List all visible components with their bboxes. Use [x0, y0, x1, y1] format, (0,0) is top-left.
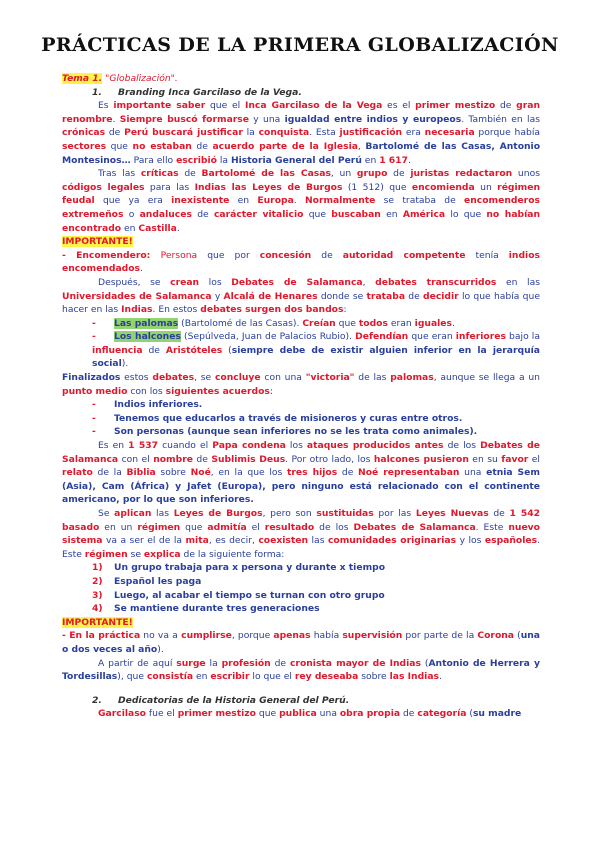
text-span: se: [127, 548, 144, 560]
text-span: ,: [362, 276, 376, 288]
text-span: que el: [205, 100, 245, 112]
text-span: las: [151, 508, 174, 519]
important-label: [62, 235, 540, 249]
text-span: de: [495, 100, 517, 112]
text-span: encomenderos extremeños: [62, 195, 540, 220]
text-span: apenas: [273, 630, 311, 642]
text-span: Indias las Leyes de Burgos: [194, 181, 343, 193]
text-span: Creían: [302, 317, 336, 329]
text-span: (1 512) que: [342, 181, 412, 193]
text-span: los: [285, 440, 307, 452]
text-span: ), que: [117, 671, 147, 683]
text-span: IMPORTANTE!: [62, 616, 133, 628]
text-span: , un: [330, 168, 357, 180]
text-span: Normalmente: [304, 195, 376, 207]
text-span: IMPORTANTE!: [62, 236, 133, 248]
list-item: [62, 398, 540, 412]
text-span: la: [216, 154, 231, 166]
text-span: Dedicatorias de la Historia General del Perú.: [118, 694, 350, 706]
text-span: (: [466, 708, 473, 720]
text-span: Noé: [190, 467, 211, 479]
page-title: PRÁCTICAS DE LA PRIMERA GLOBALIZACIÓN: [41, 34, 559, 56]
text-span: no habían encontrado: [62, 208, 540, 234]
text-span: de: [191, 140, 213, 152]
text-span: de los: [314, 521, 354, 533]
text-span: indios encomendados: [62, 249, 540, 275]
text-span: de la siguiente forma:: [180, 548, 285, 560]
text-span: sobre: [358, 671, 390, 683]
text-span: Son personas (aunque sean inferiores no se les trata como animales).: [114, 426, 478, 438]
text-span: ,: [357, 140, 366, 152]
tema-line: [62, 72, 540, 86]
definition-practica: [62, 629, 540, 656]
tema-label: Tema 1.: [62, 73, 103, 84]
paragraph-2: [62, 167, 540, 235]
text-span: .: [439, 671, 442, 683]
text-span: en las: [496, 276, 540, 288]
text-span: .: [112, 113, 120, 125]
text-span: ).: [121, 358, 129, 370]
paragraph-4: [62, 371, 540, 398]
list-item: [62, 589, 540, 603]
text-span: necesaria: [424, 127, 475, 139]
text-span: categoría: [417, 708, 467, 720]
text-span: tres hijos: [287, 467, 338, 479]
text-span: , aunque se llega a un: [433, 372, 541, 384]
text-span: .: [140, 263, 143, 275]
text-span: Historia General del Perú: [230, 154, 362, 166]
text-span: Los halcones: [114, 331, 181, 343]
list-item: [62, 575, 540, 589]
text-span: Garcilaso: [98, 708, 146, 720]
text-span: inferiores: [455, 331, 506, 343]
text-span: Bartolomé de las Casas: [201, 168, 331, 180]
text-span: halcones pusieron: [373, 453, 469, 465]
text-span: siempre debe de existir alguien inferior en la jerarquía social: [92, 344, 540, 370]
text-span: 1): [92, 562, 103, 574]
text-span: que: [255, 708, 280, 720]
text-span: que: [180, 521, 208, 533]
text-span: encomienda: [411, 181, 475, 193]
text-span: una o dos veces al año: [62, 630, 540, 655]
text-span: Biblia: [126, 467, 156, 479]
text-span: va a: [157, 630, 178, 642]
text-span: Es en: [98, 440, 129, 452]
text-span: en: [229, 195, 258, 207]
text-span: admitía: [207, 521, 247, 533]
text-span: Leyes Nuevas: [415, 508, 489, 519]
text-span: Corona: [477, 630, 514, 642]
text-span: acuerdo parte de la Iglesia: [212, 140, 358, 152]
text-span: Persona: [160, 249, 198, 261]
text-span: de las: [354, 372, 391, 384]
text-span: códigos legales: [62, 181, 145, 193]
text-span: la: [205, 657, 222, 669]
section-heading: [62, 86, 540, 100]
document-body: [62, 72, 540, 721]
text-span: no estaban: [132, 140, 192, 152]
text-span: Bartolomé de las Casas, Antonio Montesinos…: [62, 140, 541, 166]
text-span: , se: [194, 372, 215, 384]
text-span: tenía: [465, 249, 509, 261]
text-span: relato: [62, 467, 93, 479]
list-item: [62, 602, 540, 616]
text-span: Después, se: [98, 276, 171, 288]
text-span: aplican: [114, 508, 152, 519]
text-span: de: [400, 708, 418, 720]
text-span: .: [293, 195, 305, 207]
text-span: (Sepúlveda, Juan de Palacios Rubio).: [180, 331, 356, 343]
text-span: Español les paga: [114, 575, 202, 587]
text-span: basado: [62, 521, 100, 533]
text-span: -: [92, 399, 96, 411]
text-span: por las: [373, 508, 416, 519]
text-span: 1 617: [379, 154, 408, 166]
text-span: carácter vitalicio: [213, 208, 304, 220]
text-span: en: [380, 208, 403, 220]
text-span: críticas: [140, 168, 179, 180]
text-span: Antonio de Herrera y Tordesillas: [62, 657, 540, 683]
list-item: [62, 425, 540, 439]
text-span: rey deseaba: [294, 671, 359, 683]
text-span: estos: [120, 372, 153, 384]
text-span: que ya era: [94, 195, 172, 207]
paragraph-5: [62, 439, 540, 507]
text-span: que: [335, 317, 359, 329]
text-span: 4): [92, 603, 103, 615]
text-span: españoles: [484, 535, 538, 547]
text-span: las: [308, 535, 328, 547]
text-span: que: [106, 140, 133, 152]
text-span: explica: [143, 548, 181, 560]
text-span: los: [199, 276, 232, 288]
text-span: con una: [260, 372, 306, 384]
text-span: crean: [170, 276, 200, 288]
text-span: y los: [456, 535, 485, 547]
text-span: eran: [387, 317, 415, 329]
text-span: de: [311, 249, 343, 261]
text-span: publica: [279, 708, 317, 720]
text-span: 1.: [92, 86, 102, 98]
text-span: -: [92, 317, 96, 329]
text-span: en su: [468, 453, 502, 465]
text-span: lo que el: [249, 671, 295, 683]
text-span: de los: [443, 440, 481, 452]
text-span: o: [123, 208, 140, 220]
list-item: [62, 330, 540, 371]
text-span: de: [191, 208, 214, 220]
text-span: cuando el: [158, 440, 213, 452]
text-span: coexisten: [258, 535, 309, 547]
text-span: Noé representaban: [358, 467, 460, 479]
text-span: es el: [382, 100, 416, 112]
tema-name: "Globalización".: [105, 73, 178, 84]
text-span: por parte de la: [402, 630, 478, 642]
text-span: régimen: [84, 548, 128, 560]
paragraph-6: [62, 507, 540, 561]
text-span: Universidades de Salamanca: [62, 290, 212, 302]
text-span: supervisión: [342, 630, 403, 642]
text-span: para las: [144, 181, 195, 193]
text-span: el: [528, 453, 540, 465]
section-heading: [62, 694, 540, 708]
text-span: práctica: [98, 630, 141, 642]
text-span: Se: [98, 508, 115, 519]
text-span: Alcalá de Henares: [223, 290, 318, 302]
text-span: un: [474, 181, 498, 193]
text-span: primer mestizo: [415, 100, 496, 112]
text-span: concluye: [214, 372, 261, 384]
text-span: - En la: [62, 630, 99, 642]
text-span: sustituidas: [316, 508, 374, 519]
text-span: Leyes de Burgos: [173, 508, 263, 519]
text-span: no: [140, 630, 158, 642]
text-span: Debates de Salamanca: [353, 521, 476, 533]
text-span: gran renombre: [62, 100, 541, 125]
text-span: América: [402, 208, 446, 220]
text-span: Papa condena: [212, 440, 286, 452]
text-span: primer mestizo: [177, 708, 256, 720]
list-item: [62, 561, 540, 575]
text-span: porque había: [474, 127, 541, 139]
text-span: punto medio: [62, 385, 128, 397]
text-span: grupo: [356, 168, 388, 180]
text-span: lo que había que hacer en las: [62, 290, 540, 316]
text-span: .: [176, 222, 180, 234]
text-span: . Este: [62, 535, 540, 560]
paragraph-7: [62, 657, 540, 684]
text-span: -: [92, 412, 96, 424]
text-span: Las palomas: [114, 317, 179, 329]
text-span: Inca Garcilaso de la Vega: [244, 100, 383, 112]
text-span: Branding Inca Garcilaso de la Vega.: [118, 86, 302, 98]
text-span: sobre: [155, 467, 191, 479]
text-span: régimen: [137, 521, 181, 533]
text-span: Perú buscará justificar: [124, 127, 243, 139]
text-span: decidir: [423, 290, 459, 302]
text-span: ).: [157, 643, 164, 655]
text-span: palomas: [390, 372, 434, 384]
text-span: Debates de Salamanca: [62, 440, 540, 465]
text-span: :: [343, 304, 347, 316]
text-span: de: [387, 168, 411, 180]
text-span: Indios inferiores.: [114, 399, 203, 411]
text-span: Sublimis Deus: [211, 453, 286, 465]
text-span: debates transcurridos: [375, 276, 497, 288]
text-span: igualdad entre indios y europeos: [284, 113, 462, 125]
text-span: Castilla: [138, 222, 177, 234]
list-item: [62, 412, 540, 426]
text-span: etnia Sem (Asia), Cam (África) y Jafet (Europa), pero ninguno está relacionado con el continente americano, por lo que son inferiores.: [62, 467, 540, 506]
text-span: de: [192, 453, 212, 465]
paragraph-1: [62, 99, 540, 167]
text-span: escribió: [176, 154, 217, 166]
text-span: una: [459, 467, 487, 479]
text-span: que: [303, 208, 332, 220]
text-span: crónicas: [62, 127, 106, 139]
text-span: todos: [358, 317, 388, 329]
text-span: Se mantiene durante tres generaciones: [114, 603, 320, 615]
text-span: Europa: [257, 195, 294, 207]
text-span: andaluces: [139, 208, 192, 220]
text-span: Finalizados: [62, 372, 121, 384]
text-span: consistía: [146, 671, 194, 683]
text-span: (Bartolomé de las Casas).: [178, 317, 303, 329]
text-span: unos: [512, 168, 540, 180]
text-span: influencia: [92, 344, 143, 356]
text-span: , porque: [231, 630, 274, 642]
text-span: de: [142, 344, 166, 356]
list-item: [62, 317, 540, 331]
text-span: Siempre buscó formarse: [119, 113, 249, 125]
text-span: una: [316, 708, 340, 720]
text-span: de: [488, 508, 510, 519]
text-span: . Este: [475, 521, 509, 533]
text-span: bajo la: [505, 331, 540, 343]
text-span: su madre: [472, 708, 522, 720]
text-span: buscaban: [331, 208, 381, 220]
text-span: fue el: [146, 708, 178, 720]
text-span: 1 537: [128, 440, 159, 452]
text-span: las Indias: [389, 671, 439, 683]
text-span: (: [222, 344, 232, 356]
text-span: de: [405, 290, 424, 302]
text-span: Defendían: [355, 331, 409, 343]
text-span: debates surgen dos bandos: [200, 304, 344, 316]
text-span: profesión: [221, 657, 271, 669]
text-span: Para ello: [130, 154, 177, 166]
text-span: Tenemos que educarlos a través de misioneros y curas entre otros.: [114, 412, 463, 424]
text-span: se trataba de: [375, 195, 464, 207]
text-span: , pero son: [262, 508, 317, 519]
text-span: ataques producidos antes: [306, 440, 444, 452]
text-span: de la: [92, 467, 127, 479]
definition-encomendero: [62, 249, 540, 276]
text-span: en: [193, 671, 211, 683]
text-span: Un grupo trabaja para x persona y durante x tiempo: [114, 562, 386, 574]
text-span: . También en las: [461, 113, 540, 125]
text-span: va a ser el de la: [102, 535, 186, 547]
text-span: comunidades originarias: [327, 535, 457, 547]
text-span: el: [246, 521, 265, 533]
text-span: . Esta: [309, 127, 340, 139]
text-span: -: [92, 331, 96, 343]
text-span: en un: [99, 521, 138, 533]
text-span: y una: [249, 113, 285, 125]
text-span: siguientes acuerdos: [165, 385, 270, 397]
text-span: juristas redactaron: [410, 168, 513, 180]
text-span: conquista: [258, 127, 310, 139]
text-span: nuevo sistema: [62, 521, 540, 547]
text-span: Luego, al acabar el tiempo se turnan con otro grupo: [114, 589, 385, 601]
text-span: con los: [127, 385, 166, 397]
text-span: de: [178, 168, 202, 180]
text-span: era: [402, 127, 425, 139]
text-span: de: [337, 467, 359, 479]
text-span: obra propia: [339, 708, 401, 720]
text-span: (: [420, 657, 429, 669]
text-span: escribir: [210, 671, 250, 683]
text-span: autoridad competente: [342, 249, 466, 261]
text-span: (: [514, 630, 521, 642]
text-span: Indias: [121, 304, 153, 316]
text-span: mita: [185, 535, 209, 547]
text-span: donde se: [317, 290, 367, 302]
important-label: [62, 616, 540, 630]
text-span: . En estos: [152, 304, 201, 316]
text-span: 2): [92, 575, 103, 587]
text-span: cumplirse: [177, 630, 232, 642]
paragraph-3: [62, 276, 540, 317]
text-span: había: [310, 630, 343, 642]
text-span: .: [407, 154, 411, 166]
text-span: de: [105, 127, 125, 139]
text-span: Es: [98, 100, 114, 112]
text-span: sectores: [62, 140, 107, 152]
text-span: régimen feudal: [62, 181, 541, 207]
text-span: en: [361, 154, 380, 166]
text-span: surge: [176, 657, 206, 669]
text-span: importante saber: [113, 100, 206, 112]
text-span: Debates de Salamanca: [231, 276, 363, 288]
paragraph-8: [62, 707, 540, 721]
text-span: Aristóteles: [165, 344, 223, 356]
text-span: , en la que los: [210, 467, 287, 479]
text-span: con el: [118, 453, 154, 465]
text-span: en: [121, 222, 139, 234]
text-span: concesión: [259, 249, 312, 261]
text-span: y: [211, 290, 224, 302]
text-span: 3): [92, 589, 103, 601]
text-span: 1 542: [509, 508, 541, 519]
text-span: Tras las: [98, 168, 141, 180]
text-span: . Por otro lado, los: [285, 453, 374, 465]
text-span: inexistente: [171, 195, 230, 207]
text-span: lo que: [445, 208, 487, 220]
text-span: .: [452, 317, 455, 329]
text-span: -: [92, 426, 96, 438]
text-span: que eran: [408, 331, 456, 343]
text-span: nombre: [153, 453, 193, 465]
text-span: la: [242, 127, 259, 139]
text-span: 2.: [92, 694, 102, 706]
text-span: debates: [152, 372, 195, 384]
text-span: cronista mayor de Indias: [289, 657, 421, 669]
text-span: , es decir,: [208, 535, 259, 547]
text-span: justificación: [339, 127, 403, 139]
text-span: iguales: [414, 317, 452, 329]
text-span: :: [269, 385, 273, 397]
text-span: que por: [197, 249, 260, 261]
text-span: - Encomendero:: [62, 249, 161, 261]
text-span: de: [270, 657, 290, 669]
text-span: "victoria": [305, 372, 355, 384]
text-span: trataba: [366, 290, 406, 302]
text-span: favor: [501, 453, 529, 465]
text-span: resultado: [264, 521, 315, 533]
text-span: A partir de aquí: [98, 657, 177, 669]
